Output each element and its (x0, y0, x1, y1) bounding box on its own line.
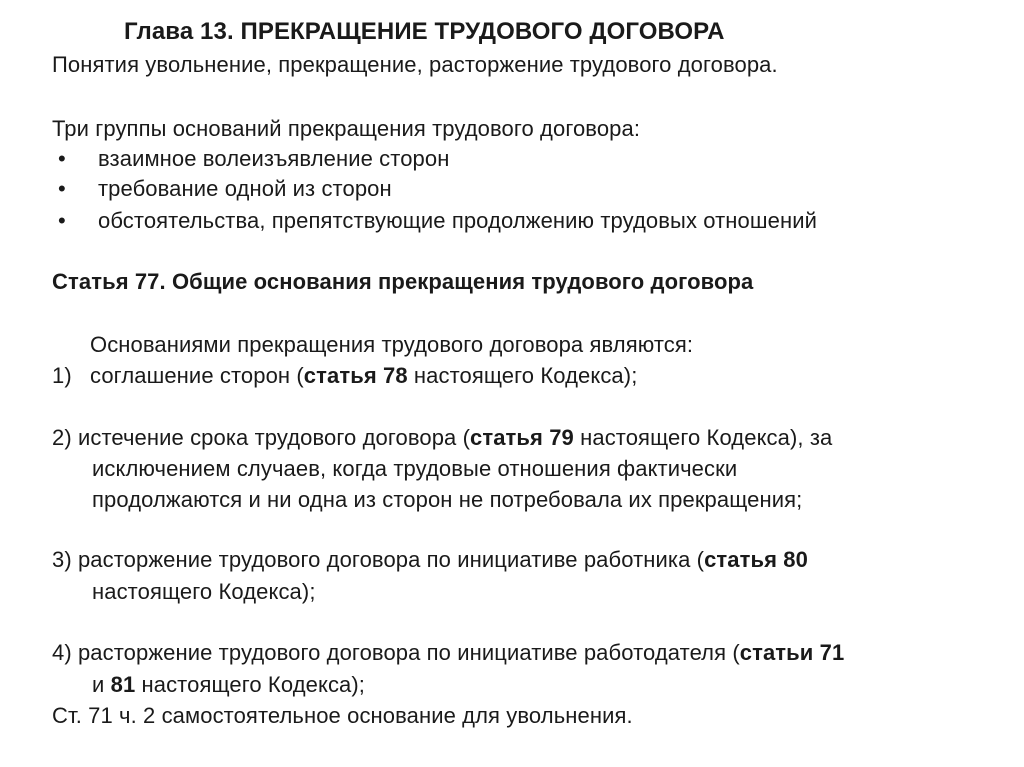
item-text-continued: настоящего Кодекса); (92, 579, 316, 604)
bullet-text: обстоятельства, препятствующие продолжению трудовых отношений (98, 208, 818, 233)
item-text (90, 361, 637, 391)
bullet-mark: • (58, 208, 66, 233)
item-text-post: настоящего Кодекса); (135, 672, 366, 697)
item-text-post: настоящего Кодекса), за (573, 425, 833, 450)
bullet-text: требование одной из сторон (98, 176, 392, 201)
article-ref: статья 79 (470, 425, 574, 450)
groups-intro: Три группы оснований прекращения трудового договора: (52, 116, 641, 141)
bullet-mark: • (58, 176, 66, 201)
item-text-post: настоящего Кодекса); (407, 363, 638, 388)
item-text-continued: исключением случаев, когда трудовые отношения фактически (92, 456, 738, 481)
bullet-text: взаимное волеизъявление сторон (98, 146, 450, 171)
bullet-mark: • (58, 146, 66, 171)
item-text-pre: 2) истечение срока трудового договора ( (52, 425, 471, 450)
article-heading: Статья 77. Общие основания прекращения трудового договора (52, 269, 754, 294)
item-text-continued (92, 670, 365, 700)
footnote: Ст. 71 ч. 2 самостоятельное основание для увольнения. (52, 703, 633, 728)
article-ref: статья 78 (303, 363, 408, 388)
item-text (52, 423, 832, 453)
item-text-pre: 4) расторжение трудового договора по инициативе работодателя ( (52, 640, 740, 665)
item-text-continued: продолжаются и ни одна из сторон не потребовала их прекращения; (92, 487, 803, 512)
grounds-intro: Основаниями прекращения трудового договора являются: (90, 332, 694, 357)
article-ref: статьи 71 (739, 640, 845, 665)
item-text-pre: 3) расторжение трудового договора по инициативе работника ( (52, 547, 705, 572)
item-text-pre: и (92, 672, 111, 697)
chapter-title: Глава 13. ПРЕКРАЩЕНИЕ ТРУДОВОГО ДОГОВОРА (124, 18, 725, 45)
concepts-line: Понятия увольнение, прекращение, расторжение трудового договора. (52, 52, 778, 77)
item-text-pre: соглашение сторон ( (90, 363, 304, 388)
article-ref: 81 (110, 672, 136, 697)
item-text (52, 638, 844, 668)
item-text (52, 545, 808, 575)
article-ref: статья 80 (704, 547, 808, 572)
item-number: 1) (52, 363, 72, 388)
